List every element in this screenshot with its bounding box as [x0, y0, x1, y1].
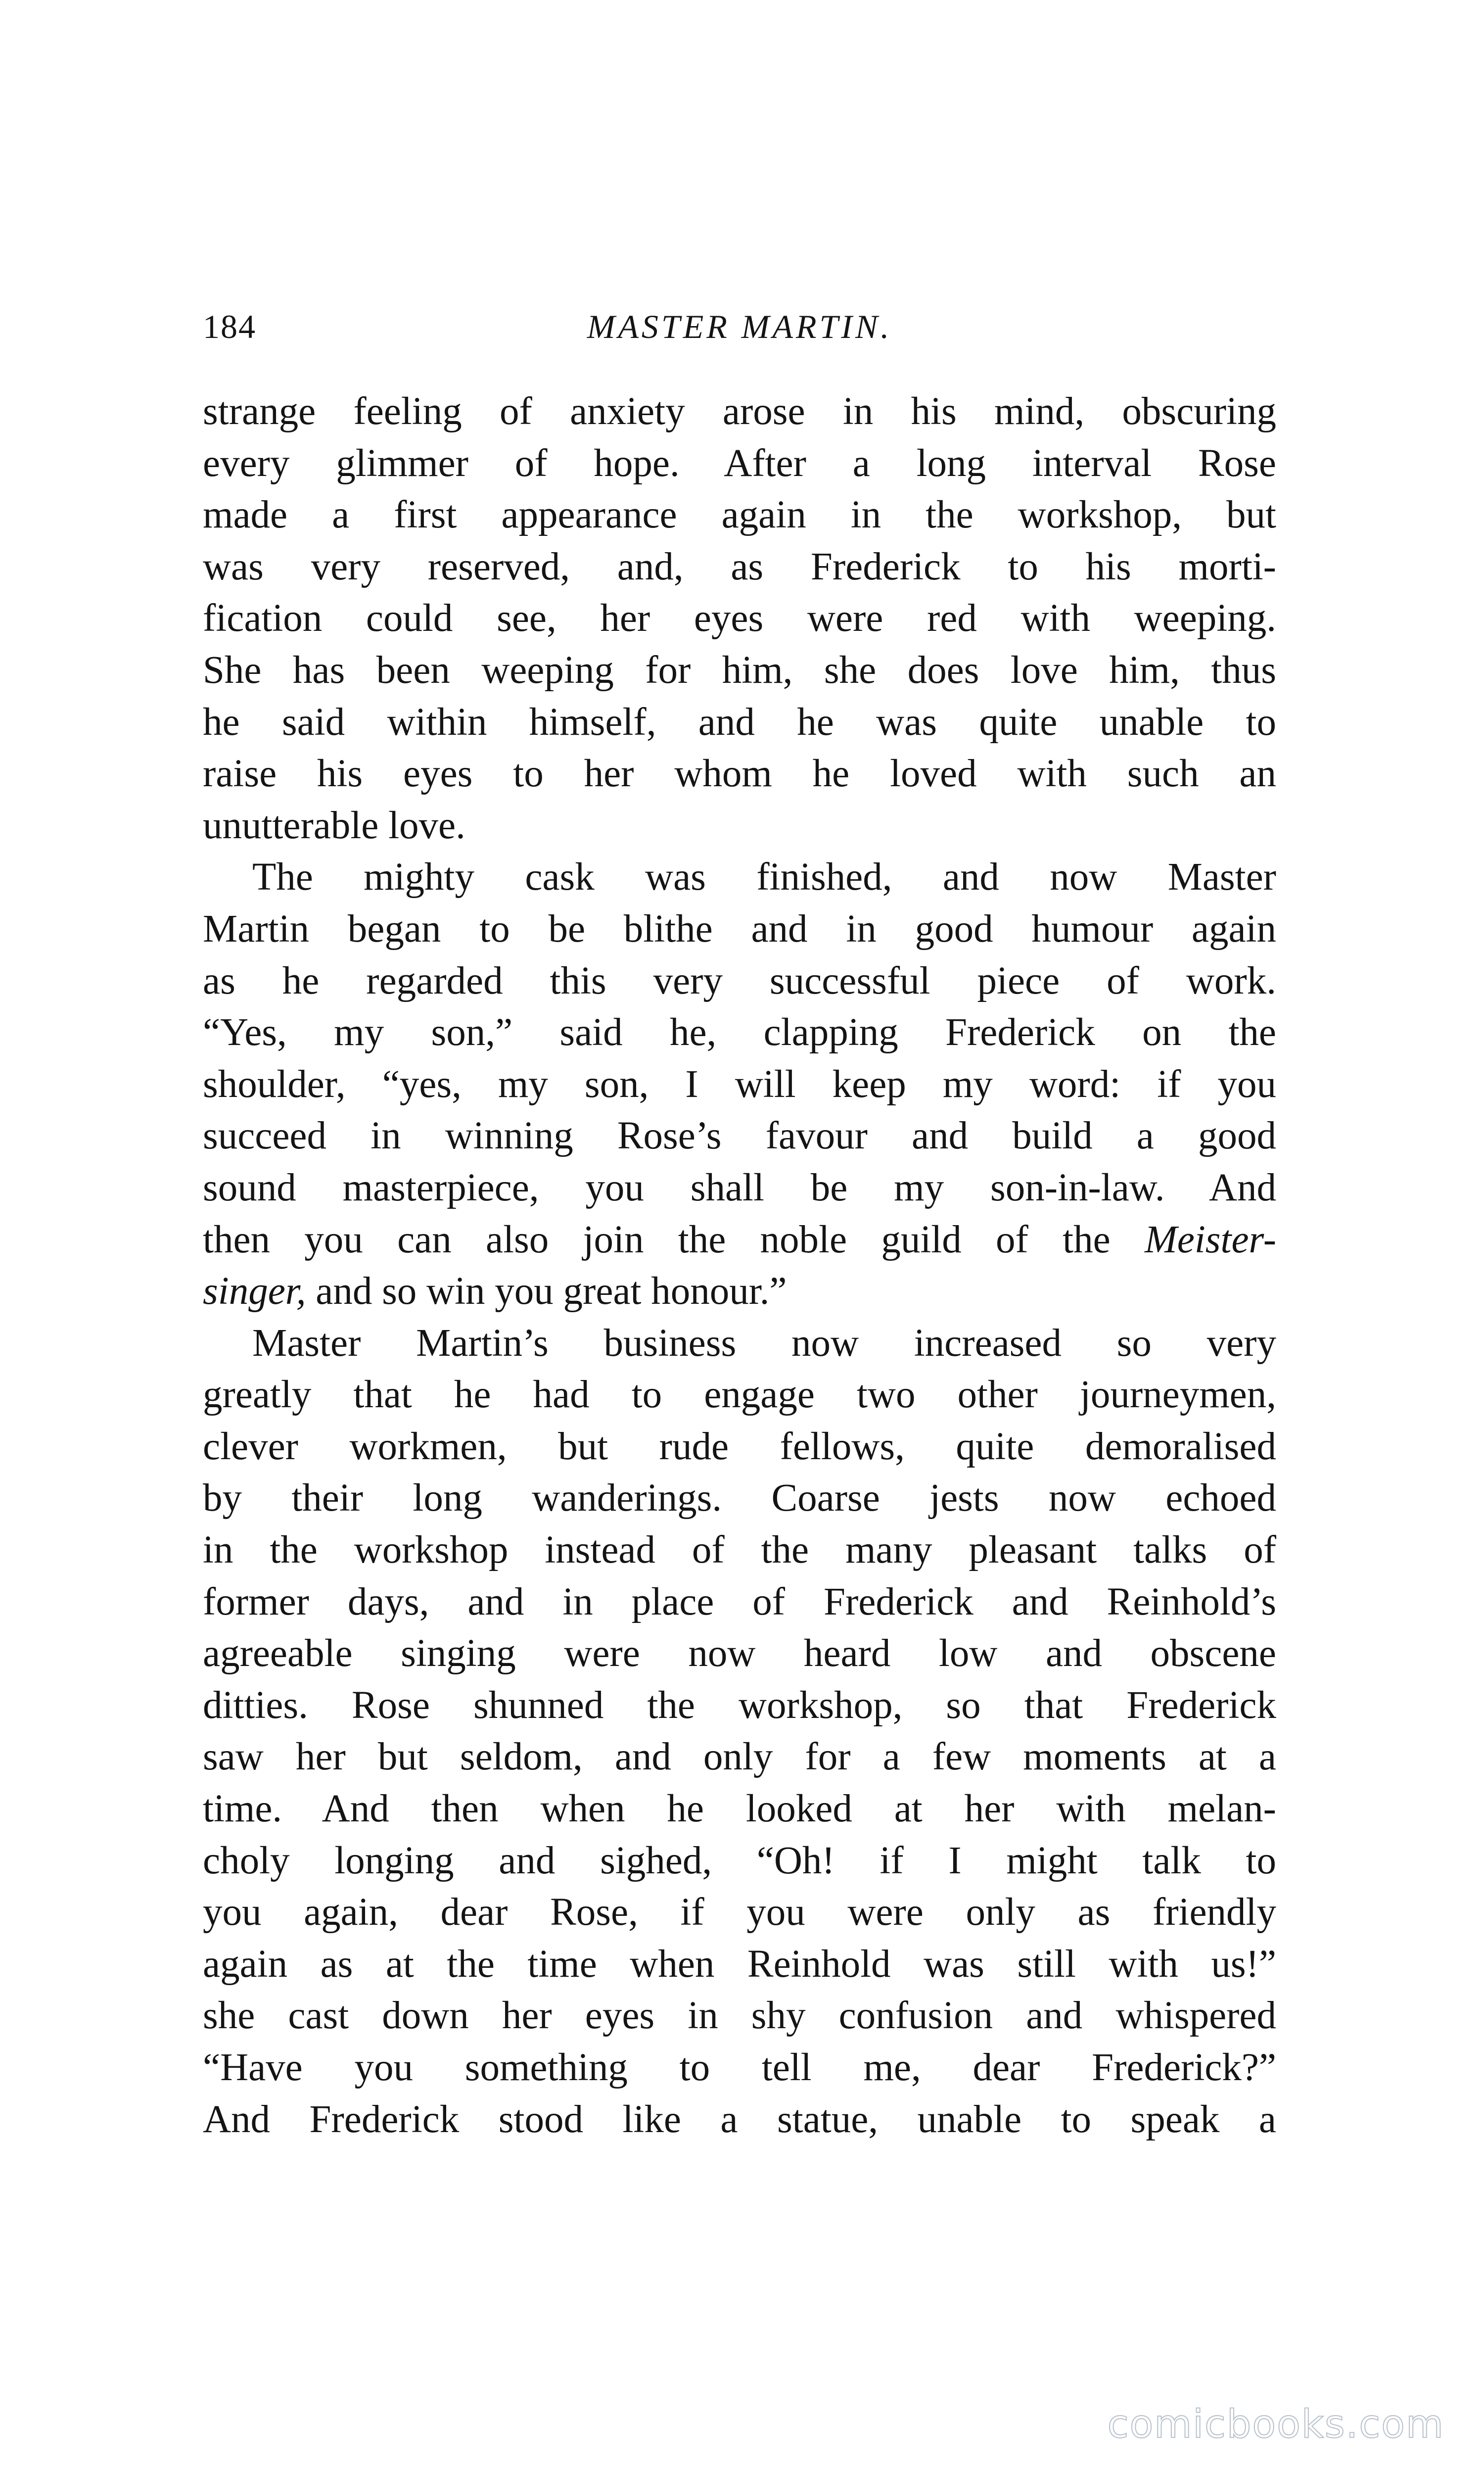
italic-word: Meister-	[1144, 1218, 1276, 1261]
text-line: she cast down her eyes in shy confusion and whispered	[203, 1994, 1276, 2038]
text-line: Martin began to be blithe and in good humour again	[203, 907, 1276, 951]
text-line: time. And then when he looked at her with melan-	[203, 1787, 1276, 1831]
text-line: then you can also join the noble guild of the Meister-	[203, 1218, 1276, 1261]
paragraph-start-line: Master Martin’s business now increased so very	[252, 1321, 1276, 1365]
text-line: again as at the time when Reinhold was still with us!”	[203, 1942, 1276, 1986]
body-text	[203, 386, 1276, 2145]
page-number: 184	[203, 308, 256, 345]
paragraph-end-line: unutterable love.	[203, 804, 465, 847]
text-line: former days, and in place of Frederick and Reinhold’s	[203, 1580, 1276, 1623]
paragraph-start-line: The mighty cask was finished, and now Master	[252, 856, 1276, 899]
text-line: clever workmen, but rude fellows, quite demoralised	[203, 1425, 1276, 1468]
text-line: sound masterpiece, you shall be my son-in-law. And	[203, 1166, 1276, 1209]
running-title: MASTER MARTIN.	[587, 308, 892, 345]
text-line: you again, dear Rose, if you were only as friendly	[203, 1891, 1276, 1934]
text-line: strange feeling of anxiety arose in his mind, obscuring	[203, 390, 1276, 433]
text-line: saw her but seldom, and only for a few moments at a	[203, 1735, 1276, 1779]
text-line: by their long wanderings. Coarse jests now echoed	[203, 1476, 1276, 1520]
text-line: “Yes, my son,” said he, clapping Frederick on the	[203, 1011, 1276, 1054]
text-line: in the workshop instead of the many pleasant talks of	[203, 1528, 1276, 1572]
text-line: She has been weeping for him, she does love him, thus	[203, 648, 1276, 692]
text-line: ditties. Rose shunned the workshop, so that Frederick	[203, 1683, 1276, 1727]
text-line: as he regarded this very successful piece of work.	[203, 959, 1276, 1002]
text-line: he said within himself, and he was quite unable to	[203, 700, 1276, 744]
text-line: succeed in winning Rose’s favour and build a good	[203, 1114, 1276, 1158]
watermark: comicbooks.com	[1107, 2402, 1444, 2447]
text-line: fication could see, her eyes were red with weeping.	[203, 597, 1276, 640]
text-line: shoulder, “yes, my son, I will keep my word: if you	[203, 1062, 1276, 1106]
text-line: made a first appearance again in the workshop, but	[203, 493, 1276, 537]
text-line: greatly that he had to engage two other journeymen,	[203, 1373, 1276, 1417]
running-header	[203, 297, 1276, 356]
text-line: “Have you something to tell me, dear Frederick?”	[203, 2046, 1276, 2089]
text-line: And Frederick stood like a statue, unable to speak a	[203, 2097, 1276, 2141]
paragraph-end-line: singer, and so win you great honour.”	[203, 1270, 787, 1313]
text-line: raise his eyes to her whom he loved with such an	[203, 752, 1276, 796]
text-line: agreeable singing were now heard low and obscene	[203, 1632, 1276, 1675]
text-line: was very reserved, and, as Frederick to his morti-	[203, 545, 1276, 588]
text-line: choly longing and sighed, “Oh! if I might talk to	[203, 1839, 1276, 1882]
text-line: every glimmer of hope. After a long interval Rose	[203, 441, 1276, 485]
italic-word: singer,	[203, 1270, 306, 1313]
